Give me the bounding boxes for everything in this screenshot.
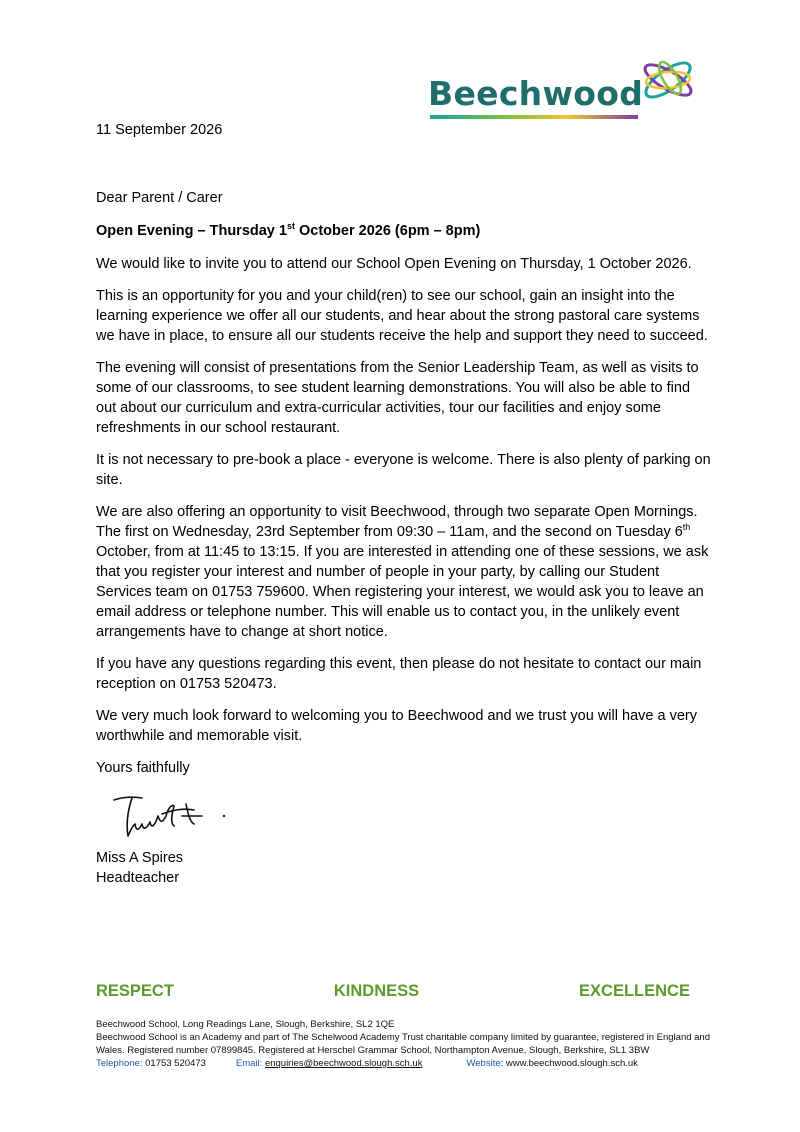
- paragraph-questions: If you have any questions regarding this event, then please do not hesitate to contact our main reception on 01753 520473.: [96, 656, 702, 692]
- footer-contact: [96, 1057, 721, 1070]
- school-values: [96, 982, 690, 1001]
- school-logo: [428, 52, 700, 122]
- telephone-number: 01753 520473: [145, 1058, 206, 1069]
- signer-name: Miss A Spires: [96, 850, 184, 866]
- email-label: Email:: [235, 1058, 263, 1069]
- value-kindness: KINDNESS: [333, 982, 420, 1000]
- website-label: Website:: [466, 1058, 504, 1069]
- paragraph-open-mornings: [96, 502, 714, 642]
- letter-date: 11 September 2026: [96, 122, 223, 138]
- footer-address: Beechwood School, Long Readings Lane, Slough, Berkshire, SL2 1QE: [96, 1019, 395, 1030]
- website-link[interactable]: www.beechwood.slough.sch.uk: [505, 1058, 638, 1069]
- paragraph-invitation: We would like to invite you to attend our School Open Evening on Thursday, 1 October 2026.: [96, 256, 692, 272]
- subject-line: [96, 221, 714, 241]
- letter-footer: [96, 1018, 721, 1070]
- salutation: Dear Parent / Carer: [96, 190, 223, 206]
- email-link[interactable]: enquiries@beechwood.slough.sch.uk: [264, 1058, 423, 1069]
- signature-image: [102, 786, 242, 844]
- closing-phrase: Yours faithfully: [96, 760, 190, 776]
- subject-text: Open Evening – Thursday 1: [96, 223, 287, 239]
- value-respect: RESPECT: [96, 982, 174, 1000]
- paragraph-opportunity: This is an opportunity for you and your child(ren) to see our school, gain an insight into the learning experience we offer all our students, and hear about the strong pastoral care systems we have in place, to ensure all our students receive the help and support they need to succeed.: [96, 288, 708, 344]
- subject-text-rest: October 2026 (6pm – 8pm): [294, 223, 481, 239]
- paragraph-booking: It is not necessary to pre-book a place - everyone is welcome. There is also plenty of parking on site.: [96, 452, 711, 488]
- orbit-swoosh-icon: [638, 52, 698, 108]
- signer-title: Headteacher: [96, 870, 180, 886]
- footer-legal: Beechwood School is an Academy and part of The Schelwood Academy Trust charitable company limited by guarantee, registered in England and Wales. Registered number 07899845. Registered at Herschel Grammar School, Northampton Avenue, Slough, Berkshire, SL1 3BW: [96, 1032, 710, 1056]
- open-mornings-text: We are also offering an opportunity to visit Beechwood, through two separate Open Mornings. The first on Wednesday, 23rd September from 09:30 – 11am, and the second on Tuesday 6: [96, 504, 698, 540]
- paragraph-closing-remarks: We very much look forward to welcoming you to Beechwood and we trust you will have a very worthwhile and memorable visit.: [96, 708, 697, 744]
- paragraph-evening: The evening will consist of presentations from the Senior Leadership Team, as well as visits to some of our classrooms, to see student learning demonstrations. You will also be able to find out about our curriculum and extra-curricular activities, tour our facilities and enjoy some refreshments in our school restaurant.: [96, 360, 699, 436]
- value-excellence: EXCELLENCE: [579, 982, 690, 1000]
- letter-body: [96, 188, 714, 888]
- open-mornings-text-rest: October, from at 11:45 to 13:15. If you are interested in attending one of these sessions, we ask that you register your interest and number of people in your party, by calling our Student Services team on 01753 759600. When registering your interest, we would ask you to leave an email address or telephone number. This will enable us to contact you, in the unlikely event arrangements have to change at short notice.: [96, 544, 709, 640]
- subject-ordinal: st: [286, 221, 295, 232]
- telephone-label: Telephone:: [96, 1058, 143, 1069]
- open-mornings-ordinal: th: [682, 522, 691, 533]
- logo-gradient-bar: [430, 115, 638, 119]
- logo-wordmark: Beechwood: [428, 74, 644, 113]
